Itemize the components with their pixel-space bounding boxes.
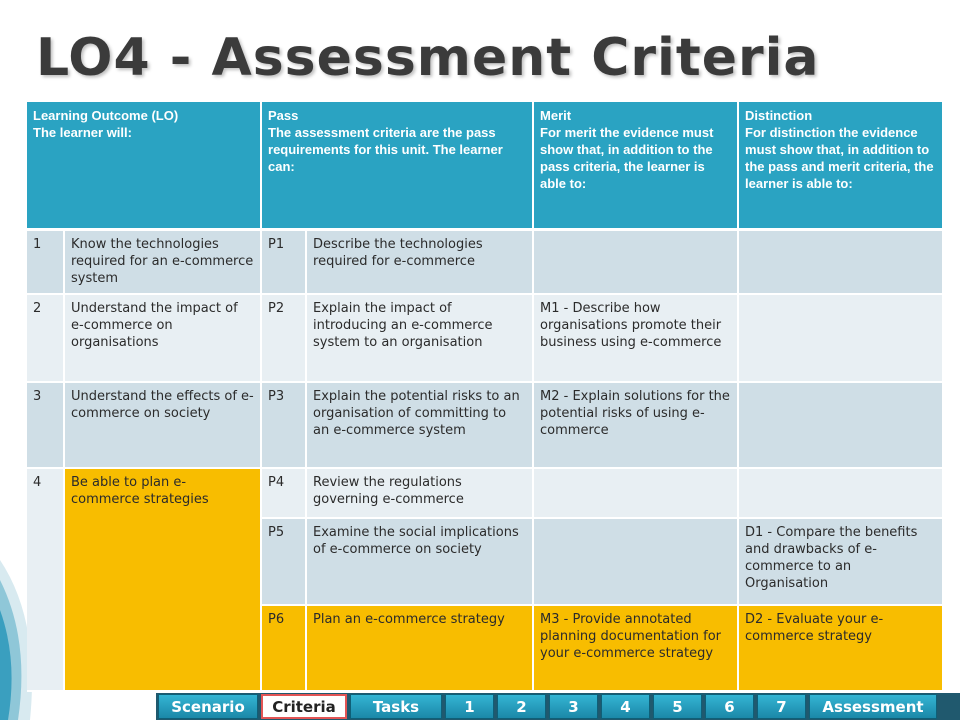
lo-number: 1 bbox=[27, 230, 64, 294]
header-distinction: Distinction For distinction the evidence must show that, in addition to the pass and merit criteria, the learner is able to: bbox=[738, 102, 943, 230]
header-pass: Pass The assessment criteria are the pass requirements for this unit. The learner can: bbox=[261, 102, 533, 230]
distinction-cell bbox=[738, 382, 943, 468]
pass-text: Plan an e-commerce strategy bbox=[306, 605, 533, 691]
assessment-criteria-table bbox=[27, 102, 944, 692]
pass-code: P1 bbox=[261, 230, 306, 294]
merit-cell bbox=[533, 468, 738, 518]
nav-task-4-button[interactable]: 4 bbox=[601, 694, 650, 719]
nav-task-2-button[interactable]: 2 bbox=[497, 694, 546, 719]
pass-text: Describe the technologies required for e-commerce bbox=[306, 230, 533, 294]
merit-cell: M2 - Explain solutions for the potential risks of using e-commerce bbox=[533, 382, 738, 468]
distinction-cell bbox=[738, 230, 943, 294]
distinction-cell bbox=[738, 294, 943, 382]
distinction-cell: D1 - Compare the benefits and drawbacks of e-commerce to an Organisation bbox=[738, 518, 943, 604]
nav-task-5-button[interactable]: 5 bbox=[653, 694, 702, 719]
lo-number: 4 bbox=[27, 468, 64, 691]
merit-cell: M1 - Describe how organisations promote their business using e-commerce bbox=[533, 294, 738, 382]
lo-text: Understand the impact of e-commerce on organisations bbox=[64, 294, 261, 382]
nav-assessment-button[interactable]: Assessment bbox=[809, 694, 937, 719]
pass-code: P4 bbox=[261, 468, 306, 518]
pass-code: P3 bbox=[261, 382, 306, 468]
pass-text: Explain the potential risks to an organisation of committing to an e-commerce system bbox=[306, 382, 533, 468]
table-row bbox=[27, 468, 943, 518]
lo-text-highlighted: Be able to plan e-commerce strategies bbox=[64, 468, 261, 691]
pass-text: Review the regulations governing e-commerce bbox=[306, 468, 533, 518]
table-row bbox=[27, 294, 943, 382]
lo-text: Know the technologies required for an e-commerce system bbox=[64, 230, 261, 294]
page-title: LO4 - Assessment Criteria bbox=[36, 28, 820, 88]
lo-number: 3 bbox=[27, 382, 64, 468]
merit-cell bbox=[533, 518, 738, 604]
distinction-cell: D2 - Evaluate your e-commerce strategy bbox=[738, 605, 943, 691]
lo-number: 2 bbox=[27, 294, 64, 382]
nav-task-3-button[interactable]: 3 bbox=[549, 694, 598, 719]
pass-code: P2 bbox=[261, 294, 306, 382]
header-learning-outcome: Learning Outcome (LO) The learner will: bbox=[27, 102, 261, 230]
pass-text: Explain the impact of introducing an e-commerce system to an organisation bbox=[306, 294, 533, 382]
nav-scenario-button[interactable]: Scenario bbox=[158, 694, 258, 719]
distinction-cell bbox=[738, 468, 943, 518]
pass-code: P6 bbox=[261, 605, 306, 691]
nav-task-1-button[interactable]: 1 bbox=[445, 694, 494, 719]
pass-text: Examine the social implications of e-commerce on society bbox=[306, 518, 533, 604]
navigation-bar bbox=[156, 693, 960, 720]
pass-code: P5 bbox=[261, 518, 306, 604]
nav-task-6-button[interactable]: 6 bbox=[705, 694, 754, 719]
table-header-row bbox=[27, 102, 943, 230]
nav-criteria-button[interactable]: Criteria bbox=[261, 694, 347, 719]
table-row bbox=[27, 230, 943, 294]
merit-cell bbox=[533, 230, 738, 294]
nav-task-7-button[interactable]: 7 bbox=[757, 694, 806, 719]
table-row bbox=[27, 382, 943, 468]
nav-tasks-button[interactable]: Tasks bbox=[350, 694, 442, 719]
lo-text: Understand the effects of e-commerce on society bbox=[64, 382, 261, 468]
header-merit: Merit For merit the evidence must show that, in addition to the pass criteria, the learner is able to: bbox=[533, 102, 738, 230]
merit-cell: M3 - Provide annotated planning documentation for your e-commerce strategy bbox=[533, 605, 738, 691]
